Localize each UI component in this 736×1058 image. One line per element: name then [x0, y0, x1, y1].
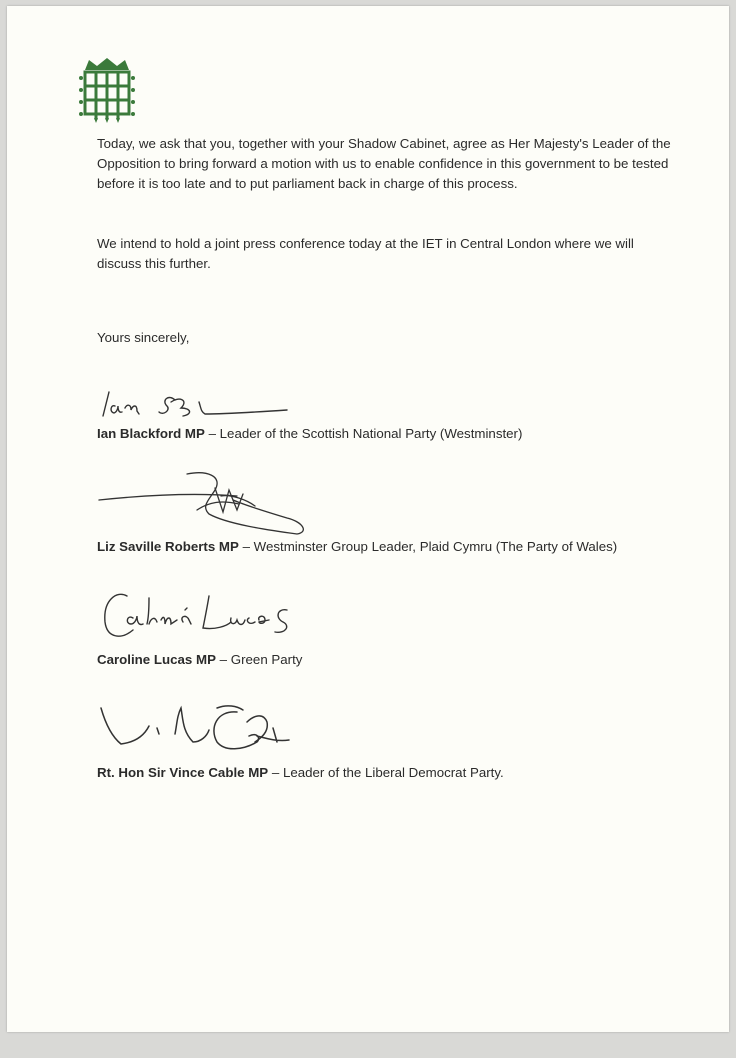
- signature-liz-saville-roberts: [97, 466, 317, 541]
- paragraph-motion: Today, we ask that you, together with your Shadow Cabinet, agree as Her Majesty's Leader of the Opposition to bring forward a motion with us to enable confidence in this government to be tested before it is too late and to put parliament back in charge of this process.: [97, 136, 671, 191]
- signatory-role: – Leader of the Liberal Democrat Party.: [268, 765, 504, 780]
- signatory-role: – Westminster Group Leader, Plaid Cymru (The Party of Wales): [238, 539, 618, 554]
- signatory-line-3: [97, 652, 302, 667]
- letter-page: [7, 6, 729, 1032]
- closing-salutation: Yours sincerely,: [97, 330, 190, 345]
- signatory-name: Caroline Lucas MP: [97, 652, 216, 667]
- signature-ian-blackford: [97, 378, 297, 423]
- signatory-line-2: [97, 539, 617, 554]
- portcullis-icon: [79, 56, 135, 124]
- signatory-role: – Leader of the Scottish National Party (Westminster): [204, 426, 523, 441]
- signatory-line-4: [97, 765, 504, 780]
- signature-vince-cable: [97, 698, 297, 760]
- signatory-name: Liz Saville Roberts MP: [97, 539, 239, 554]
- signatory-role: – Green Party: [215, 652, 303, 667]
- signature-caroline-lucas: [99, 586, 299, 648]
- signatory-name: Rt. Hon Sir Vince Cable MP: [97, 765, 269, 780]
- signatory-line-1: [97, 426, 522, 441]
- signatory-name: Ian Blackford MP: [97, 426, 205, 441]
- paragraph-press-conference: We intend to hold a joint press conference today at the IET in Central London where we will discuss this further.: [97, 236, 634, 271]
